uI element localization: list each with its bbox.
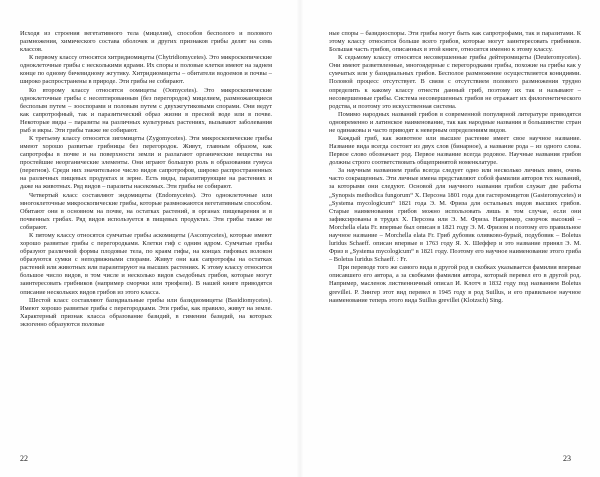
left-paragraph-2: К первому классу относятся хитридиомицеты (Chytridiomycetes). Это микроскопические одноклеточные грибы с несколькими ядрами. Их споры и половые клетки имеют на заднем конце по одному бичевидному жгутику. Хитридиомицеты – обитатели водоемов и почвы – широко распространены в природе. Эти грибы не собирают. [20, 54, 272, 86]
right-page [329, 30, 581, 458]
right-page-number: 23 [563, 454, 571, 463]
left-paragraph-7: Шестой класс составляют базидиальные грибы или базидиомицеты (Basidiomycetes). Имеют хорошо развитые грибы с перегородками. Эти грибы, как правило, живут на земле. Характерный признак класса образование базидий, в гимении базидий, на которых экзогенно образуются половые [20, 296, 272, 328]
right-paragraph-1: ные споры – базидиоспоры. Эти грибы могут быть как сапротрофами, так и паразитами. К этому классу относится больше всего грибов, которые могут заинтересовать грибников. Большая часть грибов, описанных в этой книге, относится именно к этому классу. [329, 30, 581, 54]
book-gutter [296, 0, 304, 477]
right-paragraph-2: К седьмому классу относятся несовершенные грибы дейтеромицеты (Deuteromycetes). Они имеют разветвленные, многоядерные с перегородками грибы, похожие на грибы как у сумчатых или у базидиальных грибов. Бесполое размножение осуществляется конидиями. Половой процесс отсутствует. В связи с отсутствием полового размножения трудно определить к какому классу отнести данный гриб, поэтому их так и называют – несовершенные грибы. Система несовершенных грибов не отражает их филогенетического родства, и поэтому это искусственная система. [329, 54, 581, 110]
left-paragraph-3: Ко второму классу относятся оомицеты (Oomycetes). Это микроскопические одноклеточные грибы с несептированным (без перегородок) мицелием, размножающиеся бесполым путем – зооспорами и половым путем с двухжгутиковыми спорами. Они ведут как сапротрофный, так и паразитический образ жизни в пресной воде или в почве. Некоторые виды – паразиты на различных культурных растениях, вызывают заболевания рыб и икры. Эти грибы также не собирают. [20, 86, 272, 134]
left-paragraph-4: К третьему классу относятся зигомицеты (Zygomycetes). Эти микроскопические грибы имеют хорошо развитые грибницы без перегородок. Живут, главным образом, как сапротрофы в почве и на поверхности земли и разлагают органические вещества на простейшие неорганические элементы. Они играют большую роль в образовании гумуса (перегноя). Среди них значительное число видов сапротрофов, широко распространенных на различных пищевых продуктах и зерне. Есть виды, паразитирующие на растениях и даже на животных. Ряд видов – паразиты насекомых. Эти грибы не собирают. [20, 135, 272, 191]
right-paragraph-4: Каждый гриб, как животное или высшее растение имеет свое научное название. Название вида всегда состоит из двух слов (бинарное), а название рода – из одного слова. Первое слово обозначает род. Первое название всегда родовое. Научные названия грибов должны строго соответствовать общепринятой номенклатуре. [329, 135, 581, 167]
right-paragraph-5: За научным названием гриба всегда следует одно или несколько личных имен, очень часто сокращенных. Эти личные имена представляют собой фамилии авторов тех названий, за которыми они следуют. Основой для научного названия грибов служат две работы „Synopsis methodica fungorum“ Х. Персона 1801 года для гастеромицетов (Gasteromycetes) и „Systema mycologicum“ 1821 года Э. М. Фриза для остальных видов высших грибов. Старые наименования грибов можно использовать лишь в том случае, если они зафиксированы в трудах Х. Персона или Э. М. Фриза. Например, сморчок высокий – Morchella elata Fr. впервые был описан в 1821 году Э. М. Фризом и поэтому его правильное научное название – Morchella elata Fr. Гриб дубовик оливково-бурый, подубовик – Boletus luridus Schaeff. описан впервые в 1763 году Я. Х. Шеффер и это название принял Э. М. Фриз в „Systema mycologicum“ в 1821 году. Поэтому его научное наименование этого гриба – Boletus luridus Schaeff. : Fr. [329, 167, 581, 264]
left-paragraph-1: Исходя из строения вегетативного тела (мицелия), способов бесполого и полового размножения, химического состава оболочек и других признаков грибы делят на семь классов. [20, 30, 272, 54]
right-paragraph-6: При переводе того же самого вида в другой род в скобках указывается фамилия впервые описавшего его автора, а за скобками фамилия автора, который перевел его в другой род. Например, масленок лиственничный описал И. Клотч в 1832 году под названием Boletus grevillei. Р. Зингер этот вид перевел в 1945 году в род Suillus, и его правильное научное наименование теперь этого вида Suillus grevillei (Klotzsch) Sing. [329, 264, 581, 304]
left-paragraph-5: Четвертый класс составляют эндомицеты (Endomycetes). Это одноклеточные или многоклеточные микроскопические грибы, которые размножаются вегетативным способом. Обитают они в основном на почве, на остатках растений, в органах пищеварения и в почвенных грибах. Ряд видов используется в пищевых продуктах. Эти грибы также не собирают. [20, 191, 272, 231]
right-paragraph-3: Помимо народных названий грибов в современной популярной литературе приводятся одновременно и латинское наименование, так как народные названия в большинстве стран не одинаковы и часто приводят к неверным определениям видов. [329, 110, 581, 134]
left-paragraph-6: К пятому классу относятся сумчатые грибы аскомицеты (Ascomycetes), которые имеют хорошо развитые грибы с перегородками. Клетки гиф с одним ядром. Сумчатые грибы образуют различной формы плодовые тела, по краям гифы, на концах гифовых волокон образуются сумки с неподвижными спорами. Живут они как сапротрофы на остатках растений или животных или паразитируют на высших растениях. К этому классу относится большое число видов, в том числе и несколько видов съедобных грибов, которые могут заинтересовать грибников (например сморчки или трюфели). В нашей книге приводятся описание нескольких видов грибов из этого класса. [20, 231, 272, 296]
left-page [20, 30, 272, 458]
left-page-number: 22 [20, 454, 28, 463]
